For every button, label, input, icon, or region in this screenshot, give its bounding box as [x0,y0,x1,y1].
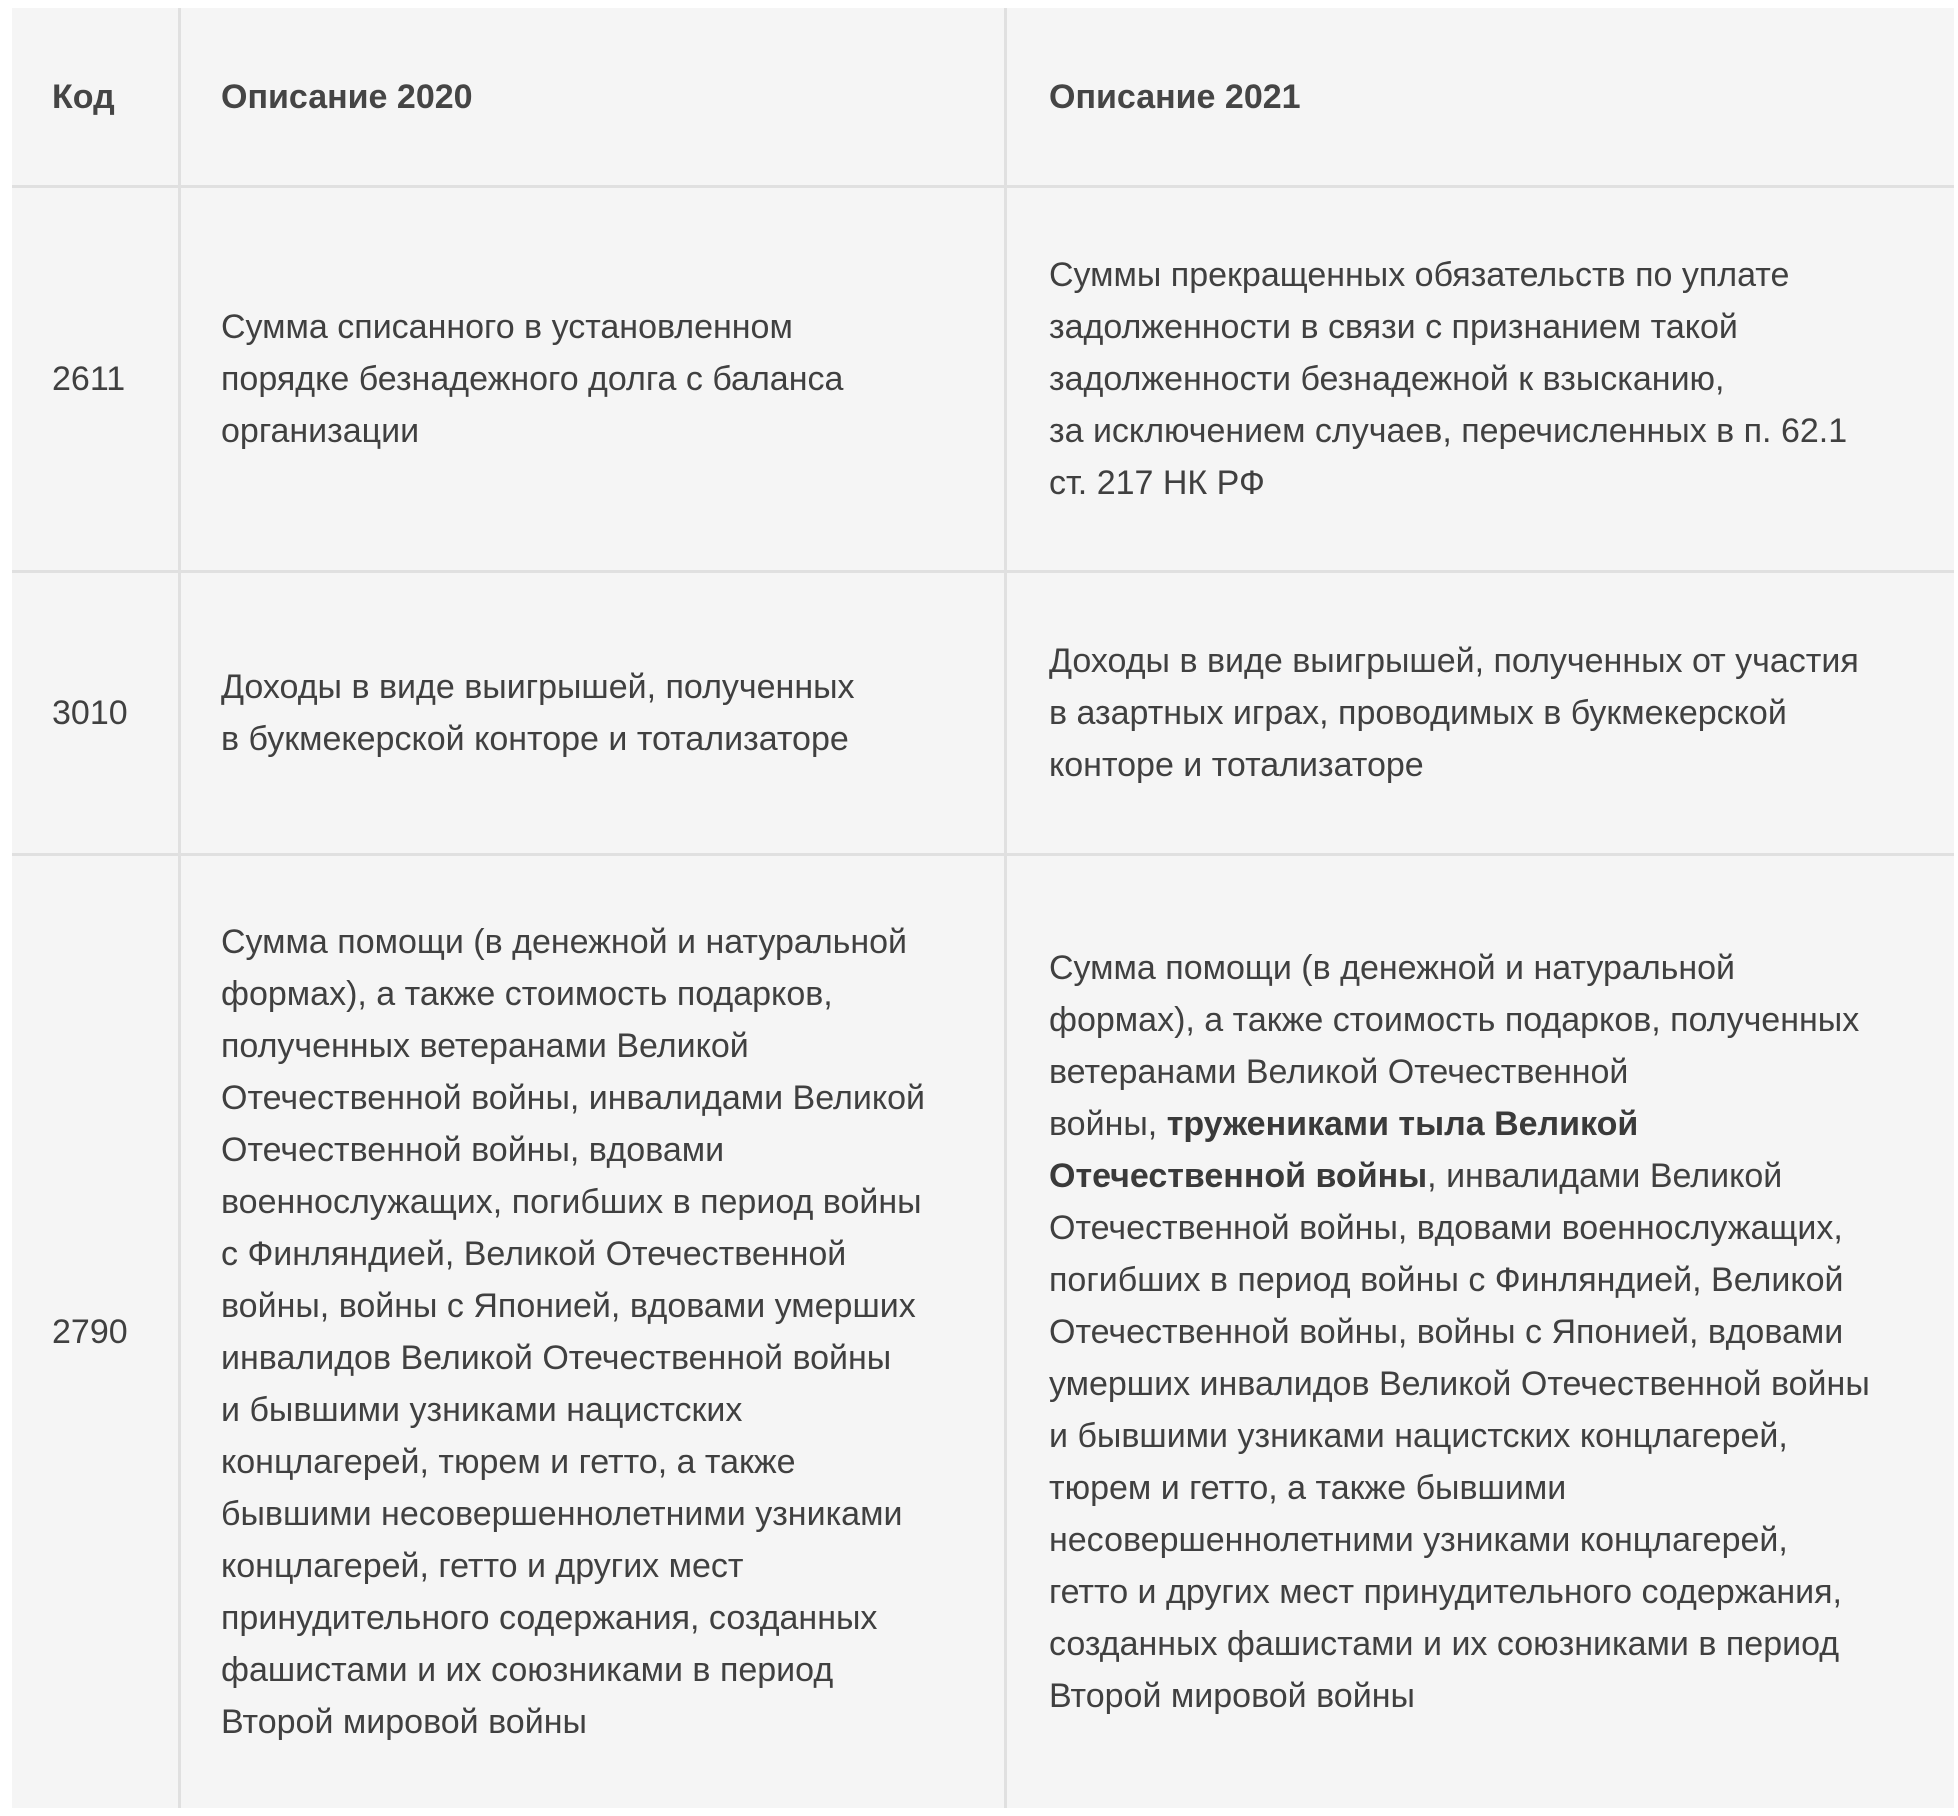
header-code-label: Код [52,77,115,116]
table-row [12,188,1954,573]
row-desc-2021: Суммы прекращенных обязательств по уплате задолженности в связи с признанием такой задолженности безнадежной к взысканию, за исключением случаев, перечисленных в п. 62.1 ст. 217 НК РФ [1049,256,1848,502]
row-desc-2021-cell [1004,188,1954,570]
header-desc-2021 [1004,8,1954,185]
row-code-cell [12,856,178,1808]
row-desc-2021-cell [1004,573,1954,853]
row-code: 2611 [52,360,126,398]
row-desc-2020: Доходы в виде выигрышей, полученных в букмекерской конторе и тотализаторе [221,668,855,758]
table-row [12,856,1954,1808]
row-desc-2020-cell [178,856,1004,1808]
row-desc-2020: Сумма помощи (в денежной и натуральной формах), а также стоимость подарков, полученных ветеранами Великой Отечественной войны, инвалидами Великой Отечественной войны, вдовами военнослужащих, погибших в период войны с Финляндией, Великой Отечественной войны, войны с Японией, вдовами умерших инвалидов Великой Отечественной войны и бывшими узниками нацистских концлагерей, тюрем и гетто, а также бывшими несовершеннолетними узниками концлагерей, гетто и других мест принудительного содержания, созданных фашистами и их союзниками в период Второй мировой войны [221,923,925,1741]
row-code-cell [12,188,178,570]
comparison-table [12,8,1954,1808]
row-desc-2021-part-before: Сумма помощи (в денежной и натуральной формах), а также стоимость подарков, полученных ветеранами Великой Отечественной войны, [1049,949,1860,1143]
row-desc-2020-cell [178,573,1004,853]
row-desc-2021-highlight: тружениками тыла Великой Отечественной войны [1049,1105,1639,1195]
row-desc-2021-cell [1004,856,1954,1808]
row-code: 3010 [52,694,128,732]
header-desc-2020 [178,8,1004,185]
header-code [12,8,178,185]
row-desc-2021: Доходы в виде выигрышей, полученных от участия в азартных играх, проводимых в букмекерской конторе и тотализаторе [1049,642,1859,784]
row-desc-2020-cell [178,188,1004,570]
table-header-row [12,8,1954,188]
row-desc-2020: Сумма списанного в установленном порядке безнадежного долга с баланса организации [221,308,844,450]
table-row [12,573,1954,856]
header-desc-2020-label: Описание 2020 [221,77,473,116]
row-desc-2021 [1049,942,1870,1722]
header-desc-2021-label: Описание 2021 [1049,77,1301,116]
row-code: 2790 [52,1313,128,1351]
row-desc-2021-part-after: , инвалидами Великой Отечественной войны, вдовами военнослужащих, погибших в период войны с Финляндией, Великой Отечественной войны, войны с Японией, вдовами умерших инвалидов Великой Отечественной войны и бывшими узниками нацистских концлагерей, тюрем и гетто, а также бывшими несовершеннолетними узниками концлагерей, гетто и других мест принудительного содержания, созданных фашистами и их союзниками в период Второй мировой войны [1049,1157,1870,1715]
row-code-cell [12,573,178,853]
